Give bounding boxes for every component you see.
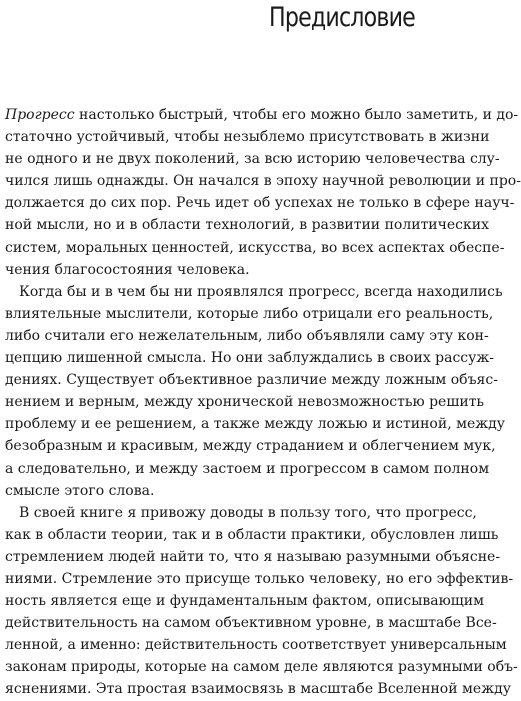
text-line: а следовательно, и между застоем и прогрессом в самом полном [5, 460, 490, 477]
emphasized-word: Прогресс [5, 107, 75, 123]
text-line: действительность на самом объективном уровне, в масштабе Все- [5, 615, 497, 632]
text-line: систем, моральных ценностей, искусства, во всех аспектах обеспе- [5, 239, 505, 256]
text-line: законам природы, которые на самом деле являются разумными объ- [5, 659, 518, 676]
text-line: ленной, а именно: действительность соответствует универсальным [5, 637, 507, 654]
text-line: В своей книге я привожу доводы в пользу того, что прогресс, [19, 504, 477, 521]
text-line: ной мысли, но и в области технологий, в развитии политических [5, 217, 489, 234]
text-line: ность является еще и фундаментальным фактом, описывающим [5, 593, 484, 610]
text-line: либо считали его нежелательным, либо объявляли саму эту кон- [5, 327, 489, 344]
text-line: ниями. Стремление это присуще только человеку, но его эффектив- [5, 570, 514, 587]
text-line: стремлением людей найти то, что я называю разумными объясне- [5, 548, 501, 565]
text-line: смысле этого слова. [5, 482, 155, 499]
chapter-title: Предисловие [269, 2, 415, 33]
text-line: как в области теории, так и в области практики, обусловлен лишь [5, 526, 499, 543]
line-text: настолько быстрый, чтобы его можно было заметить, и до- [74, 107, 519, 123]
text-line: цепцию лишенной смысла. Но они заблуждались в своих рассуж- [5, 350, 494, 367]
text-line: влиятельные мыслители, которые либо отрицали его реальность, [5, 305, 494, 322]
text-line: яснениями. Эта простая взаимосвязь в масштабе Вселенной между [5, 681, 511, 698]
text-line: проблему и ее решением, а также между ложью и истиной, между [5, 416, 506, 433]
text-line: не одного и не двух поколений, за всю историю человечества слу- [5, 151, 500, 168]
text-line: нением и верным, между хронической невозможностью решить [5, 394, 485, 411]
text-line: должается до сих пор. Речь идет об успехах не только в сфере науч- [5, 195, 515, 212]
body-text [5, 104, 521, 701]
text-line: чился лишь однажды. Он начался в эпоху научной революции и про- [5, 173, 521, 190]
text-line: безобразным и красивым, между страданием и облегчением мук, [5, 438, 496, 455]
text-line: чения благосостояния человека. [5, 261, 250, 278]
text-line: Когда бы и в чем бы ни проявлялся прогресс, всегда находились [19, 283, 503, 300]
text-line [5, 104, 519, 126]
text-line: дениях. Существует объективное различие между ложным объяс- [5, 372, 498, 389]
text-line: статочно устойчивый, чтобы незыблемо присутствовать в жизни [5, 129, 490, 146]
